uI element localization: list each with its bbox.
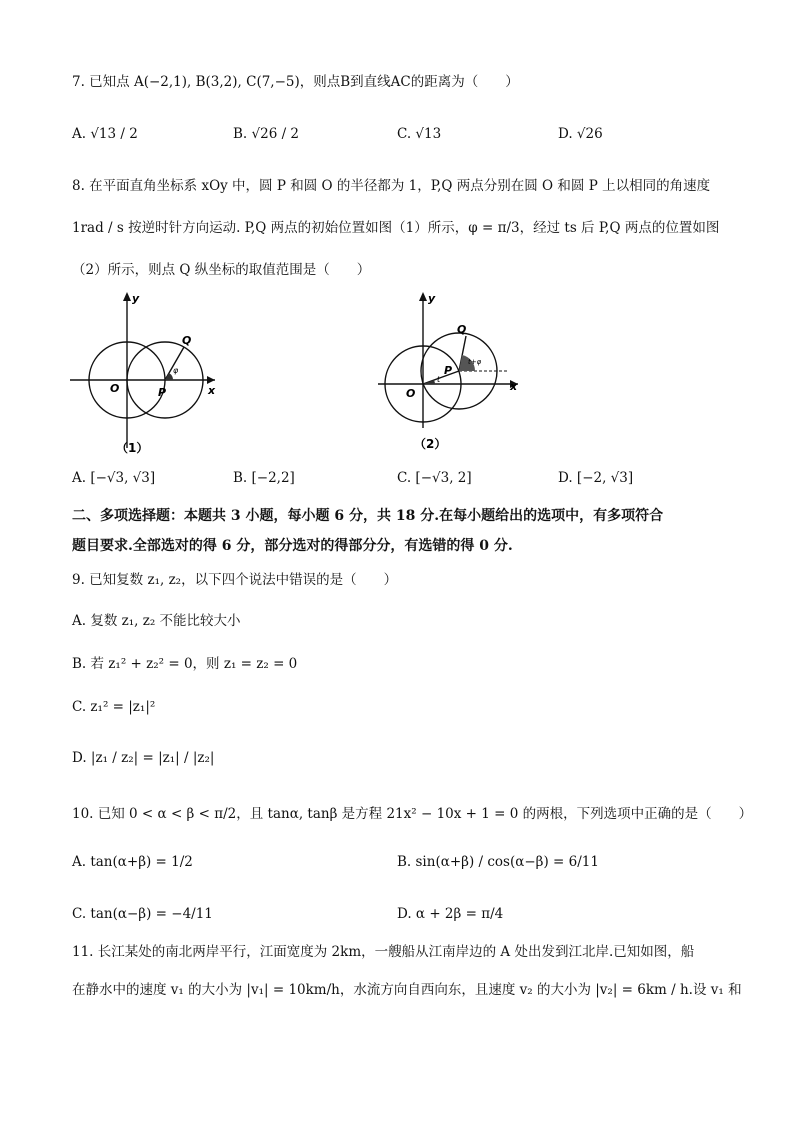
section2-heading-line2: 题目要求.全部选对的得 6 分，部分选对的得部分分，有选错的得 0 分. — [72, 538, 513, 554]
q7-option-a: A. √13 / 2 — [72, 126, 138, 142]
fig2-label-o: O — [406, 387, 416, 400]
fig1-label-phi: φ — [173, 366, 179, 375]
fig1-label-x: x — [208, 384, 216, 397]
q8-figure-2 — [378, 288, 538, 458]
fig2-label-x: x — [510, 380, 518, 393]
fig2-caption: （2） — [414, 437, 447, 451]
q7-stem: 7. 已知点 A(−2,1), B(3,2), C(7,−5)，则点B到直线AC的距离为（ ） — [72, 74, 519, 90]
section2-heading-line1: 二、多项选择题：本题共 3 小题，每小题 6 分，共 18 分.在每小题给出的选项中，有多项符合 — [72, 508, 664, 524]
q7-option-d: D. √26 — [558, 126, 603, 142]
q11-stem-line2: 在静水中的速度 v₁ 的大小为 |v₁| = 10km/h，水流方向自西向东，且速度 v₂ 的大小为 |v₂| = 6km / h.设 v₁ 和 — [72, 982, 742, 998]
q8-stem-line2: 1rad / s 按逆时针方向运动. P,Q 两点的初始位置如图（1）所示，φ = π/3，经过 ts 后 P,Q 两点的位置如图 — [72, 220, 720, 236]
q10-option-d: D. α + 2β = π/4 — [397, 906, 504, 922]
fig1-label-q: Q — [182, 334, 192, 347]
fig2-label-p: P — [444, 364, 453, 377]
fig1-angle-mark — [165, 373, 173, 380]
fig1-y-arrow — [123, 292, 131, 301]
q7-option-b: B. √26 / 2 — [233, 126, 300, 142]
q8-stem-line1: 8. 在平面直角坐标系 xOy 中，圆 P 和圆 O 的半径都为 1，P,Q 两点分别在圆 O 和圆 P 上以相同的角速度 — [72, 178, 711, 194]
fig1-label-y: y — [132, 292, 140, 305]
q8-stem-line3: （2）所示，则点 Q 纵坐标的取值范围是（ ） — [72, 262, 371, 278]
fig1-x-arrow — [207, 376, 215, 384]
q9-option-a: A. 复数 z₁, z₂ 不能比较大小 — [72, 613, 241, 629]
fig2-y-arrow — [419, 292, 427, 301]
fig1-caption: （1） — [116, 441, 149, 455]
q9-option-b: B. 若 z₁² + z₂² = 0，则 z₁ = z₂ = 0 — [72, 656, 298, 672]
q9-option-d: D. |z₁ / z₂| = |z₁| / |z₂| — [72, 750, 215, 766]
fig1-label-o: O — [110, 382, 120, 395]
q9-option-c: C. z₁² = |z₁|² — [72, 699, 156, 715]
fig2-label-y: y — [428, 292, 436, 305]
q7-option-c: C. √13 — [397, 126, 442, 142]
fig1-label-p: P — [158, 386, 167, 399]
q8-option-a: A. [−√3, √3] — [72, 470, 156, 486]
q9-stem: 9. 已知复数 z₁, z₂，以下四个说法中错误的是（ ） — [72, 572, 398, 588]
fig2-label-t: t — [437, 375, 441, 384]
q10-option-a: A. tan(α+β) = 1/2 — [72, 854, 193, 870]
q10-stem: 10. 已知 0 < α < β < π/2，且 tanα, tanβ 是方程 21x² − 10x + 1 = 0 的两根，下列选项中正确的是（ ） — [72, 806, 753, 822]
fig2-angle-t-mark — [423, 380, 435, 384]
q10-option-b: B. sin(α+β) / cos(α−β) = 6/11 — [397, 854, 599, 870]
q11-stem-line1: 11. 长江某处的南北两岸平行，江面宽度为 2km，一艘船从江南岸边的 A 处出发到江北岸.已知如图，船 — [72, 944, 695, 960]
fig2-label-q: Q — [457, 323, 467, 336]
q8-figure-1 — [70, 288, 230, 458]
fig2-label-t-phi: t+φ — [468, 358, 482, 366]
q8-option-d: D. [−2, √3] — [558, 470, 634, 486]
q8-option-b: B. [−2,2] — [233, 470, 295, 486]
q8-option-c: C. [−√3, 2] — [397, 470, 472, 486]
q10-option-c: C. tan(α−β) = −4/11 — [72, 906, 213, 922]
